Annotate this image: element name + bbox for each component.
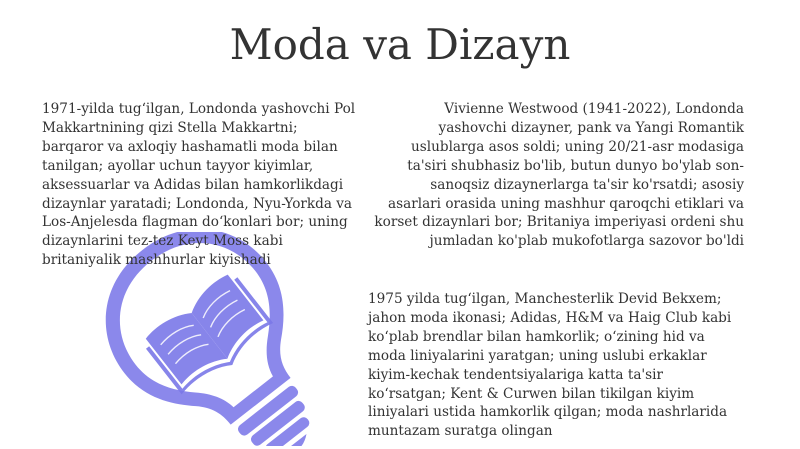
vivienne-westwood-description: Vivienne Westwood (1941-2022), Londonda yashovchi dizayner, pank va Yangi Romantik uslublarga asos soldi; uning 20/21-asr modasiga ta'siri shubhasiz bo'lib, butun dunyo bo'ylab son-sanoqsiz dizaynerlarga ta'sir ko'rsatdi; asosiy asarlari orasida uning mashhur qaroqchi etiklari va korset dizaynlari bor; Britaniya imperiyasi ordeni shu jumladan ko'plab mukofotlarga sazovor bo'ldi <box>374 101 744 250</box>
book-icon <box>140 269 278 400</box>
david-beckham-description: 1975 yilda tug‘ilgan, Manchesterlik Devid Bekxem; jahon moda ikonasi; Adidas, H&M va Haig Club kabi ko‘plab brendlar bilan hamkorlik; o‘zining hid va moda liniyalarini yaratgan; uning uslubi erkaklar kiyim-kechak tendentsiyalariga katta ta'sir ko‘rsatgan; Kent & Curwen bilan tikilgan kiyim liniyalari ustida hamkorlik qilgan; moda nashrlarida muntazam suratga olingan <box>368 291 732 440</box>
page-title: Moda va Dizayn <box>229 20 571 69</box>
stella-mccartney-description: 1971-yilda tug‘ilgan, Londonda yashovchi Pol Makkartnining qizi Stella Makkartni; barqaror va axloqiy hashamatli moda bilan tanilgan; ayollar uchun tayyor kiyimlar, aksessuarlar va Adidas bilan hamkorlikdagi dizaynlar yaratadi; Londonda, Nyu-Yorkda va Los-Anjelesda flagman do‘konlari bor; uning dizaynlarini tez-tez Keyt Moss kabi britaniyalik mashhurlar kiyishadi <box>42 101 356 269</box>
